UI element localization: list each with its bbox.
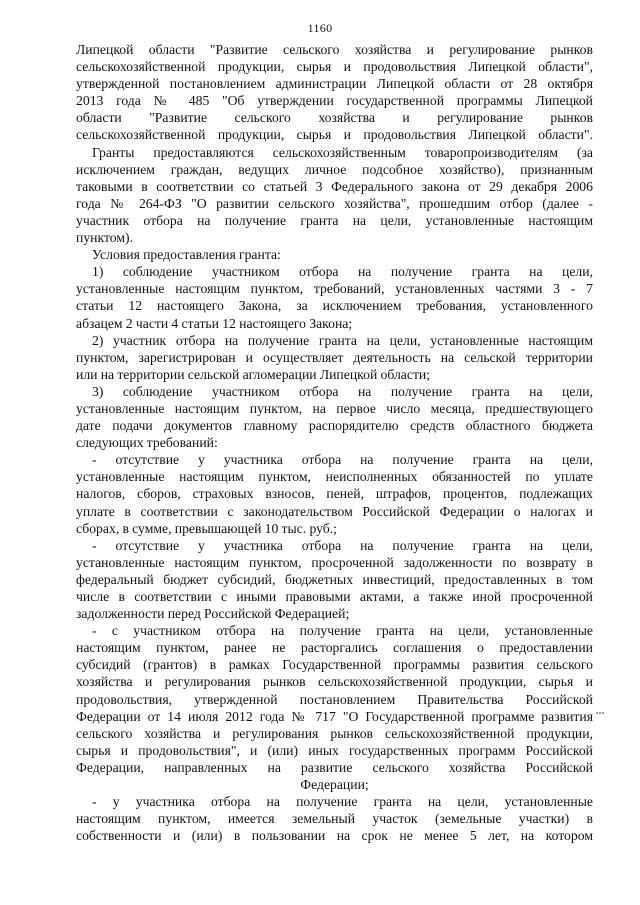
text-line: задолженности перед Российской Федерацией; <box>76 606 350 622</box>
text-line: хозяйства и регулирования рынков сельскохозяйственной продукции, сырья и <box>76 674 593 690</box>
text-line: или на территории сельской агломерации Липецкой области; <box>76 366 431 382</box>
text-line: Липецкой области "Развитие сельского хозяйства и регулирование рынков <box>76 42 593 57</box>
text-line: числе в соответствии с иными правовыми актами, а также иной просроченной <box>76 589 593 604</box>
text-line: субсидий (грантов) в рамках Государственной программы развития сельского <box>76 657 593 673</box>
text-line: продовольствия, утвержденной постановлением Правительства Российской <box>76 691 593 707</box>
text-line: участник отбора на получение гранта на цели, установленные настоящим <box>76 212 593 228</box>
text-line: 1) соблюдение участником отбора на получение гранта на цели, <box>92 264 593 280</box>
text-line: сборах, в сумме, превышающей 10 тыс. руб.; <box>76 520 337 536</box>
text-line: Гранты предоставляются сельскохозяйственным товаропроизводителям (за <box>92 144 593 160</box>
text-line: федеральный бюджет субсидий, бюджетных инвестиций, предоставленных в том <box>76 571 593 587</box>
text-line: года № 264-ФЗ "О развитии сельского хозяйства", прошедшим отбор (далее - <box>76 195 593 211</box>
document-body <box>76 41 593 844</box>
text-line: установленные настоящим пунктом, просроченной задолженности по возврату в <box>76 554 593 570</box>
text-line: таковыми в соответствии со статьей 3 Федерального закона от 29 декабря 2006 <box>76 178 593 194</box>
text-line: исключением граждан, ведущих личное подсобное хозяйство), признанным <box>76 161 593 177</box>
text-line: сельскохозяйственной продукции, сырья и продовольствия Липецкой области", <box>76 59 593 75</box>
text-line: Федерации от 14 июля 2012 года № 717 "О Государственной программе развития <box>76 708 593 724</box>
text-line: 2) участник отбора на получение гранта на цели, установленные настоящим <box>92 332 593 348</box>
text-line: сырья и продовольствия", и (или) иных государственных программ Российской <box>76 742 593 758</box>
text-line: Федерации; <box>300 777 369 793</box>
text-line: утвержденной постановлением администрации Липецкой области от 28 октября <box>76 76 593 92</box>
text-line: статьи 12 настоящего Закона, за исключением требования, установленного <box>76 298 593 314</box>
text-line: Федерации, направленных на развитие сельского хозяйства Российской <box>76 759 593 775</box>
text-line: настоящим пунктом, имеется земельный участок (земельные участки) в <box>76 811 593 827</box>
text-line: - отсутствие у участника отбора на получение гранта на цели, <box>92 537 593 553</box>
text-line: 2013 года № 485 "Об утверждении государственной программы Липецкой <box>76 93 593 109</box>
text-line: сельскохозяйственной продукции, сырья и продовольствия Липецкой области". <box>76 127 593 143</box>
text-line: абзацем 2 части 4 статьи 12 настоящего Закона; <box>76 315 353 331</box>
text-line: области "Развитие сельского хозяйства и регулирование рынков <box>76 110 593 126</box>
text-line: пунктом, зарегистрирован и осуществляет деятельность на сельской территории <box>76 349 593 365</box>
text-line: - отсутствие у участника отбора на получение гранта на цели, <box>92 452 593 468</box>
page-number: 1160 <box>307 21 333 35</box>
text-line: настоящим пунктом, ранее не расторгались соглашения о предоставлении <box>76 640 593 656</box>
text-line: налогов, сборов, страховых взносов, пеней, штрафов, процентов, подлежащих <box>76 486 593 502</box>
section-heading: Условия предоставления гранта: <box>92 247 281 263</box>
text-line: собственности и (или) в пользовании на срок не менее 5 лет, на котором <box>76 828 593 844</box>
text-line: пунктом). <box>76 230 133 246</box>
text-line: установленные настоящим пунктом, требований, установленных частями 3 - 7 <box>76 281 593 297</box>
text-line: 3) соблюдение участником отбора на получение гранта на цели, <box>92 383 593 399</box>
text-line: установленные настоящим пунктом, неисполненных обязанностей по уплате <box>76 469 593 485</box>
scan-artifact-dots <box>596 712 604 715</box>
text-line: сельского хозяйства и регулирования рынков сельскохозяйственной продукции, <box>76 725 593 741</box>
text-line: - у участника отбора на получение гранта на цели, установленные <box>92 794 593 810</box>
text-line: следующих требований: <box>76 435 218 451</box>
text-line: установленные настоящим пунктом, на первое число месяца, предшествующего <box>76 400 593 416</box>
text-line: дате подачи документов главному распорядителю средств областного бюджета <box>76 418 593 434</box>
text-line: уплате в соответствии с законодательством Российской Федерации о налогах и <box>76 503 593 519</box>
text-line: - с участником отбора на получение гранта на цели, установленные <box>92 623 593 639</box>
